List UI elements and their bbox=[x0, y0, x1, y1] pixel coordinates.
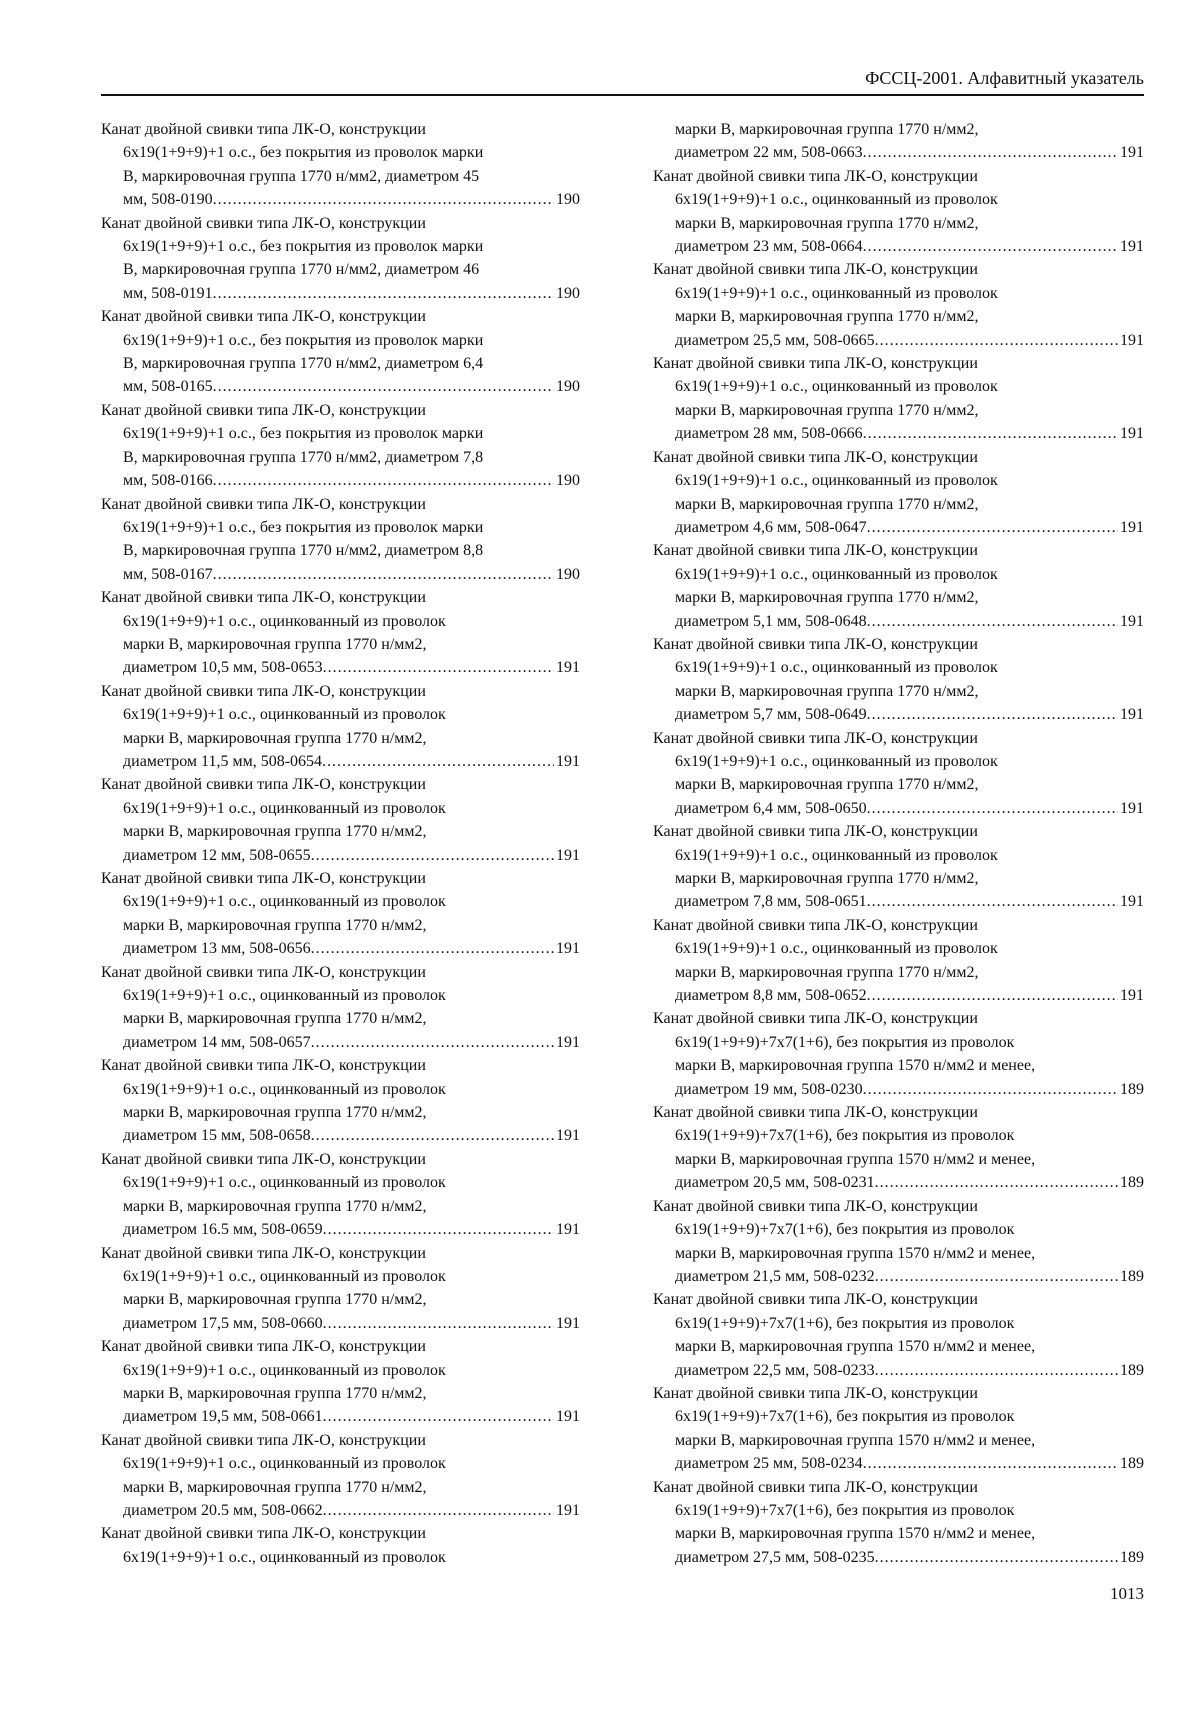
index-entry-last-line bbox=[653, 141, 1144, 164]
index-entry-page: 191 bbox=[1120, 238, 1144, 256]
index-entry bbox=[101, 1429, 580, 1523]
dot-leader bbox=[863, 1452, 1118, 1475]
index-entry-last-line bbox=[653, 1265, 1144, 1288]
index-entry-heading: Канат двойной свивки типа ЛК-О, конструкции bbox=[653, 542, 978, 560]
index-entry-page: 191 bbox=[1120, 987, 1144, 1005]
index-entry-heading: Канат двойной свивки типа ЛК-О, конструкции bbox=[653, 823, 978, 841]
index-entry-text: мм, 508-0190 bbox=[123, 191, 213, 209]
index-entry-last-line bbox=[101, 1031, 580, 1054]
index-entry-last-line bbox=[101, 188, 580, 211]
index-entry-page: 191 bbox=[556, 1501, 580, 1519]
index-entry-text: марки В, маркировочная группа 1770 н/мм2, bbox=[675, 121, 979, 138]
index-entry-text: 6х19(1+9+9)+1 о.с., оцинкованный из проволок bbox=[123, 799, 446, 817]
index-entry-text: диаметром 19 мм, 508-0230 bbox=[675, 1080, 863, 1098]
index-entry-text: диаметром 10,5 мм, 508-0653 bbox=[123, 659, 323, 677]
index-entry-page: 190 bbox=[556, 565, 580, 583]
index-entry-page: 191 bbox=[556, 1408, 580, 1426]
index-entry-text: 6х19(1+9+9)+1 о.с., оцинкованный из проволок bbox=[675, 940, 998, 958]
index-entry-last-line bbox=[653, 1078, 1144, 1101]
index-entry-text: 6х19(1+9+9)+1 о.с., оцинкованный из проволок bbox=[123, 1267, 446, 1285]
index-entry-heading: Канат двойной свивки типа ЛК-О, конструкции bbox=[653, 167, 978, 185]
index-entry-heading: Канат двойной свивки типа ЛК-О, конструкции bbox=[653, 355, 978, 373]
index-entry bbox=[653, 1476, 1144, 1570]
index-entry bbox=[101, 961, 580, 1055]
index-entry bbox=[653, 1007, 1144, 1101]
index-entry-heading: Канат двойной свивки типа ЛК-О, конструкции bbox=[653, 916, 978, 934]
index-entry-text: диаметром 21,5 мм, 508-0232 bbox=[675, 1267, 875, 1285]
index-entry-last-line bbox=[101, 1312, 580, 1335]
index-entry bbox=[101, 1054, 580, 1148]
dot-leader bbox=[311, 1031, 554, 1054]
page-header bbox=[101, 64, 1144, 96]
index-entry-text: марки В, маркировочная группа 1570 н/мм2 и менее, bbox=[675, 1338, 1036, 1356]
index-entry-text: марки В, маркировочная группа 1770 н/мм2, bbox=[123, 729, 427, 747]
index-entry-last-line bbox=[101, 1124, 580, 1147]
index-entry-heading: Канат двойной свивки типа ЛК-О, конструкции bbox=[101, 308, 426, 326]
index-entry-text: 6х19(1+9+9)+1 о.с., оцинкованный из проволок bbox=[675, 846, 998, 864]
index-entry-page: 189 bbox=[1120, 1548, 1144, 1566]
dot-leader bbox=[863, 1078, 1118, 1101]
index-entry-last-line bbox=[101, 1405, 580, 1428]
index-entry-text: марки В, маркировочная группа 1770 н/мм2, bbox=[675, 214, 979, 232]
index-entry-text: марки В, маркировочная группа 1770 н/мм2, bbox=[123, 823, 427, 841]
index-entry bbox=[653, 165, 1144, 259]
index-entry-text: 6х19(1+9+9)+1 о.с., оцинкованный из проволок bbox=[675, 659, 998, 677]
index-entry-heading: Канат двойной свивки типа ЛК-О, конструкции bbox=[653, 1478, 978, 1496]
dot-leader bbox=[311, 844, 554, 867]
index-entry-last-line bbox=[653, 1546, 1144, 1569]
index-entry-page: 191 bbox=[1120, 144, 1144, 162]
index-entry bbox=[653, 539, 1144, 633]
index-entry-text: марки В, маркировочная группа 1770 н/мм2, bbox=[675, 589, 979, 607]
index-entry-text: диаметром 5,1 мм, 508-0648 bbox=[675, 612, 867, 630]
dot-leader bbox=[875, 329, 1118, 352]
index-entry-heading: Канат двойной свивки типа ЛК-О, конструкции bbox=[101, 776, 426, 794]
dot-leader bbox=[863, 141, 1118, 164]
index-entry-text: диаметром 14 мм, 508-0657 bbox=[123, 1033, 311, 1051]
index-entry bbox=[653, 1101, 1144, 1195]
index-column-right bbox=[653, 118, 1144, 1569]
index-entry-text: диаметром 13 мм, 508-0656 bbox=[123, 940, 311, 958]
index-entry-page: 190 bbox=[556, 191, 580, 209]
index-entry-text: 6х19(1+9+9)+7х7(1+6), без покрытия из проволок bbox=[675, 1314, 1015, 1332]
index-entry-text: диаметром 5,7 мм, 508-0649 bbox=[675, 706, 867, 724]
index-entry-text: марки В, маркировочная группа 1770 н/мм2, bbox=[123, 635, 427, 653]
index-entry-text: марки В, маркировочная группа 1770 н/мм2, bbox=[123, 1478, 427, 1496]
index-entry-text: марки В, маркировочная группа 1570 н/мм2 и менее, bbox=[675, 1057, 1036, 1075]
index-entry-page: 191 bbox=[556, 1314, 580, 1332]
index-entry-heading: Канат двойной свивки типа ЛК-О, конструкции bbox=[101, 1525, 426, 1543]
index-entry-text: диаметром 22,5 мм, 508-0233 bbox=[675, 1361, 875, 1379]
index-entry-last-line bbox=[653, 703, 1144, 726]
dot-leader bbox=[875, 1359, 1118, 1382]
index-entry bbox=[653, 118, 1144, 165]
index-entry-text: 6х19(1+9+9)+1 о.с., оцинкованный из проволок bbox=[123, 987, 446, 1005]
index-entry-page: 191 bbox=[1120, 612, 1144, 630]
index-entry-page: 189 bbox=[1120, 1361, 1144, 1379]
index-entry-page: 189 bbox=[1120, 1174, 1144, 1192]
index-entry-text: диаметром 27,5 мм, 508-0235 bbox=[675, 1548, 875, 1566]
index-entry-heading: Канат двойной свивки типа ЛК-О, конструкции bbox=[653, 1104, 978, 1122]
index-entry bbox=[653, 446, 1144, 540]
index-entry-last-line bbox=[101, 1499, 580, 1522]
dot-leader bbox=[863, 235, 1118, 258]
index-entry-text: 6х19(1+9+9)+1 о.с., оцинкованный из проволок bbox=[675, 565, 998, 583]
index-entry-text: марки В, маркировочная группа 1770 н/мм2, bbox=[675, 870, 979, 887]
index-entry-heading: Канат двойной свивки типа ЛК-О, конструкции bbox=[653, 1010, 978, 1028]
index-entry-heading: Канат двойной свивки типа ЛК-О, конструкции bbox=[101, 589, 426, 607]
dot-leader bbox=[311, 937, 554, 960]
index-entry-text: 6х19(1+9+9)+7х7(1+6), без покрытия из проволок bbox=[675, 1408, 1015, 1426]
dot-leader bbox=[323, 1499, 554, 1522]
index-entry-text: диаметром 20,5 мм, 508-0231 bbox=[675, 1174, 875, 1192]
index-entry bbox=[653, 727, 1144, 821]
index-entry-text: диаметром 25 мм, 508-0234 bbox=[675, 1455, 863, 1473]
index-entry-heading: Канат двойной свивки типа ЛК-О, конструкции bbox=[101, 214, 426, 232]
index-entry-last-line bbox=[101, 937, 580, 960]
index-entry-page: 189 bbox=[1120, 1080, 1144, 1098]
index-entry bbox=[101, 773, 580, 867]
index-entry-text: 6х19(1+9+9)+1 о.с., без покрытия из проволок марки bbox=[123, 518, 484, 536]
index-entry-text: марки В, маркировочная группа 1770 н/мм2, bbox=[675, 401, 979, 419]
index-entry-text: диаметром 7,8 мм, 508-0651 bbox=[675, 893, 867, 911]
index-entry-last-line bbox=[653, 1359, 1144, 1382]
index-entry-page: 191 bbox=[556, 752, 580, 770]
index-entry-text: В, маркировочная группа 1770 н/мм2, диаметром 46 bbox=[123, 261, 480, 279]
index-entry-last-line bbox=[653, 516, 1144, 539]
dot-leader bbox=[323, 1312, 554, 1335]
index-entry-text: диаметром 16.5 мм, 508-0659 bbox=[123, 1221, 323, 1239]
index-entry-heading: Канат двойной свивки типа ЛК-О, конструкции bbox=[653, 1197, 978, 1215]
dot-leader bbox=[867, 797, 1118, 820]
index-entry bbox=[653, 258, 1144, 352]
dot-leader bbox=[875, 1171, 1118, 1194]
index-entry-last-line bbox=[653, 422, 1144, 445]
header-title: ФССЦ-2001. Алфавитный указатель bbox=[865, 68, 1144, 88]
index-entry-text: диаметром 20.5 мм, 508-0662 bbox=[123, 1501, 323, 1519]
index-entry-last-line bbox=[653, 329, 1144, 352]
index-entry bbox=[653, 1288, 1144, 1382]
index-entry-last-line bbox=[101, 375, 580, 398]
dot-leader bbox=[213, 375, 554, 398]
index-entry-text: 6х19(1+9+9)+1 о.с., оцинкованный из проволок bbox=[675, 378, 998, 396]
index-entry bbox=[653, 1195, 1144, 1289]
index-entry-text: диаметром 23 мм, 508-0664 bbox=[675, 238, 863, 256]
index-entry-text: марки В, маркировочная группа 1770 н/мм2, bbox=[123, 1291, 427, 1309]
index-entry-text: 6х19(1+9+9)+1 о.с., оцинкованный из проволок bbox=[123, 1174, 446, 1192]
index-entry-heading: Канат двойной свивки типа ЛК-О, конструкции bbox=[101, 401, 426, 419]
index-entry-text: марки В, маркировочная группа 1770 н/мм2, bbox=[675, 495, 979, 513]
dot-leader bbox=[311, 1124, 554, 1147]
index-entry-heading: Канат двойной свивки типа ЛК-О, конструкции bbox=[653, 448, 978, 466]
index-entry-text: 6х19(1+9+9)+1 о.с., без покрытия из проволок марки bbox=[123, 331, 484, 349]
index-entry-text: мм, 508-0191 bbox=[123, 284, 213, 302]
index-entry-heading: Канат двойной свивки типа ЛК-О, конструкции bbox=[101, 870, 426, 887]
index-entry-text: 6х19(1+9+9)+1 о.с., оцинкованный из проволок bbox=[123, 1455, 446, 1473]
index-entry-text: В, маркировочная группа 1770 н/мм2, диаметром 45 bbox=[123, 167, 480, 185]
index-entry-last-line bbox=[101, 656, 580, 679]
index-entry-text: 6х19(1+9+9)+7х7(1+6), без покрытия из проволок bbox=[675, 1221, 1015, 1239]
index-entry-text: 6х19(1+9+9)+1 о.с., оцинкованный из проволок bbox=[675, 284, 998, 302]
dot-leader bbox=[875, 1265, 1118, 1288]
index-entry-heading: Канат двойной свивки типа ЛК-О, конструкции bbox=[653, 1291, 978, 1309]
index-entry-text: 6х19(1+9+9)+1 о.с., оцинкованный из проволок bbox=[675, 472, 998, 490]
index-entry-page: 191 bbox=[1120, 799, 1144, 817]
index-entry-page: 190 bbox=[556, 378, 580, 396]
index-entry-page: 191 bbox=[556, 659, 580, 677]
index-entry-last-line bbox=[653, 1171, 1144, 1194]
index-entry-text: марки В, маркировочная группа 1770 н/мм2, bbox=[675, 963, 979, 981]
index-entry-text: марки В, маркировочная группа 1770 н/мм2, bbox=[123, 916, 427, 934]
index-entry-heading: Канат двойной свивки типа ЛК-О, конструкции bbox=[101, 1244, 426, 1262]
index-entry bbox=[101, 1522, 580, 1569]
index-entry bbox=[101, 1148, 580, 1242]
index-entry-text: 6х19(1+9+9)+1 о.с., оцинкованный из проволок bbox=[123, 1548, 446, 1566]
index-entry bbox=[653, 820, 1144, 914]
index-entry-heading: Канат двойной свивки типа ЛК-О, конструкции bbox=[101, 1150, 426, 1168]
index-entry bbox=[101, 680, 580, 774]
index-entry-text: диаметром 19,5 мм, 508-0661 bbox=[123, 1408, 323, 1426]
index-entry-heading: Канат двойной свивки типа ЛК-О, конструкции bbox=[101, 495, 426, 513]
index-entry-text: 6х19(1+9+9)+1 о.с., без покрытия из проволок марки bbox=[123, 238, 484, 256]
index-entry bbox=[653, 914, 1144, 1008]
index-entry-page: 191 bbox=[1120, 706, 1144, 724]
index-entry bbox=[101, 1242, 580, 1336]
index-entry-text: диаметром 12 мм, 508-0655 bbox=[123, 846, 311, 864]
index-entry-last-line bbox=[101, 282, 580, 305]
index-entry-page: 191 bbox=[1120, 893, 1144, 911]
index-entry-text: марки В, маркировочная группа 1770 н/мм2, bbox=[675, 308, 979, 326]
index-entry-heading: Канат двойной свивки типа ЛК-О, конструкции bbox=[653, 261, 978, 279]
index-entry-page: 191 bbox=[556, 940, 580, 958]
dot-leader bbox=[867, 890, 1118, 913]
index-entry-text: марки В, маркировочная группа 1770 н/мм2, bbox=[123, 1197, 427, 1215]
dot-leader bbox=[867, 984, 1118, 1007]
index-entry bbox=[101, 867, 580, 961]
index-entry-heading: Канат двойной свивки типа ЛК-О, конструкции bbox=[653, 729, 978, 747]
index-entry-text: мм, 508-0167 bbox=[123, 565, 213, 583]
index-entry-last-line bbox=[653, 984, 1144, 1007]
index-entry bbox=[101, 212, 580, 306]
dot-leader bbox=[322, 750, 554, 773]
index-entry-text: 6х19(1+9+9)+1 о.с., оцинкованный из проволок bbox=[123, 893, 446, 911]
page-number: 1013 bbox=[1110, 1584, 1144, 1603]
index-entry bbox=[101, 399, 580, 493]
dot-leader bbox=[867, 516, 1118, 539]
index-entry-last-line bbox=[101, 469, 580, 492]
index-entry-last-line bbox=[653, 610, 1144, 633]
index-entry-page: 190 bbox=[556, 284, 580, 302]
index-entry-text: диаметром 6,4 мм, 508-0650 bbox=[675, 799, 867, 817]
index-entry-page: 189 bbox=[1120, 1455, 1144, 1473]
index-entry bbox=[101, 586, 580, 680]
index-entry-text: В, маркировочная группа 1770 н/мм2, диаметром 7,8 bbox=[123, 448, 484, 466]
dot-leader bbox=[213, 563, 554, 586]
index-entry-page: 191 bbox=[1120, 518, 1144, 536]
index-entry-page: 191 bbox=[556, 846, 580, 864]
index-entry-text: марки В, маркировочная группа 1770 н/мм2, bbox=[123, 1384, 427, 1402]
index-entry-text: 6х19(1+9+9)+1 о.с., оцинкованный из проволок bbox=[675, 191, 998, 209]
index-entry-heading: Канат двойной свивки типа ЛК-О, конструкции bbox=[101, 1338, 426, 1356]
index-entry-last-line bbox=[101, 1218, 580, 1241]
index-entry bbox=[101, 493, 580, 587]
index-entry bbox=[101, 305, 580, 399]
index-entry bbox=[101, 118, 580, 212]
index-entry-page: 189 bbox=[1120, 1267, 1144, 1285]
dot-leader bbox=[213, 469, 554, 492]
index-entry-last-line bbox=[101, 844, 580, 867]
index-entry-text: марки В, маркировочная группа 1770 н/мм2, bbox=[123, 1104, 427, 1122]
index-entry-text: марки В, маркировочная группа 1570 н/мм2 и менее, bbox=[675, 1150, 1036, 1168]
index-entry-heading: Канат двойной свивки типа ЛК-О, конструкции bbox=[101, 1057, 426, 1075]
dot-leader bbox=[875, 1546, 1118, 1569]
index-entry-text: диаметром 11,5 мм, 508-0654 bbox=[123, 752, 323, 770]
index-entry-text: 6х19(1+9+9)+1 о.с., оцинкованный из проволок bbox=[123, 1361, 446, 1379]
index-entry-last-line bbox=[653, 235, 1144, 258]
index-entry-heading: Канат двойной свивки типа ЛК-О, конструкции bbox=[101, 682, 426, 700]
index-entry-text: диаметром 8,8 мм, 508-0652 bbox=[675, 987, 867, 1005]
index-entry-text: мм, 508-0165 bbox=[123, 378, 213, 396]
index-entry-page: 191 bbox=[556, 1221, 580, 1239]
index-entry-text: марки В, маркировочная группа 1770 н/мм2, bbox=[675, 776, 979, 794]
index-entry-text: марки В, маркировочная группа 1570 н/мм2 и менее, bbox=[675, 1431, 1036, 1449]
index-entry-last-line bbox=[653, 797, 1144, 820]
dot-leader bbox=[213, 282, 554, 305]
dot-leader bbox=[323, 1218, 554, 1241]
index-entry-text: 6х19(1+9+9)+1 о.с., оцинкованный из проволок bbox=[123, 612, 446, 630]
index-entry-text: 6х19(1+9+9)+1 о.с., оцинкованный из проволок bbox=[123, 706, 446, 724]
index-entry bbox=[653, 352, 1144, 446]
dot-leader bbox=[323, 656, 554, 679]
index-entry-text: В, маркировочная группа 1770 н/мм2, диаметром 6,4 bbox=[123, 355, 484, 373]
index-entry-last-line bbox=[101, 563, 580, 586]
index-entry-page: 191 bbox=[556, 1127, 580, 1145]
dot-leader bbox=[867, 703, 1118, 726]
index-entry-heading: Канат двойной свивки типа ЛК-О, конструкции bbox=[653, 635, 978, 653]
index-entry-page: 191 bbox=[556, 1033, 580, 1051]
index-entry bbox=[653, 633, 1144, 727]
index-entry-page: 190 bbox=[556, 472, 580, 490]
index-entry-text: диаметром 28 мм, 508-0666 bbox=[675, 425, 863, 443]
index-entry-text: марки В, маркировочная группа 1570 н/мм2 и менее, bbox=[675, 1244, 1036, 1262]
index-entry-text: диаметром 15 мм, 508-0658 bbox=[123, 1127, 311, 1145]
index-entry-text: 6х19(1+9+9)+1 о.с., без покрытия из проволок марки bbox=[123, 144, 484, 162]
dot-leader bbox=[867, 610, 1118, 633]
index-entry-text: 6х19(1+9+9)+1 о.с., оцинкованный из проволок bbox=[123, 1080, 446, 1098]
index-entry-text: 6х19(1+9+9)+1 о.с., оцинкованный из проволок bbox=[675, 752, 998, 770]
index-entry-page: 191 bbox=[1120, 425, 1144, 443]
index-entry-text: диаметром 4,6 мм, 508-0647 bbox=[675, 518, 867, 536]
index-entry-page: 191 bbox=[1120, 331, 1144, 349]
dot-leader bbox=[323, 1405, 554, 1428]
index-entry-text: диаметром 25,5 мм, 508-0665 bbox=[675, 331, 875, 349]
index-entry-heading: Канат двойной свивки типа ЛК-О, конструкции bbox=[101, 1431, 426, 1449]
dot-leader bbox=[213, 188, 554, 211]
index-entry-last-line bbox=[101, 750, 580, 773]
index-entry-text: диаметром 17,5 мм, 508-0660 bbox=[123, 1314, 323, 1332]
index-entry bbox=[101, 1335, 580, 1429]
index-entry-text: 6х19(1+9+9)+7х7(1+6), без покрытия из проволок bbox=[675, 1033, 1015, 1051]
index-entry-heading: Канат двойной свивки типа ЛК-О, конструкции bbox=[101, 963, 426, 981]
dot-leader bbox=[863, 422, 1118, 445]
index-entry-text: В, маркировочная группа 1770 н/мм2, диаметром 8,8 bbox=[123, 542, 484, 560]
index-entry-text: 6х19(1+9+9)+1 о.с., без покрытия из проволок марки bbox=[123, 425, 484, 443]
index-entry-text: мм, 508-0166 bbox=[123, 472, 213, 490]
index-entry-text: 6х19(1+9+9)+7х7(1+6), без покрытия из проволок bbox=[675, 1501, 1015, 1519]
index-entry-heading: Канат двойной свивки типа ЛК-О, конструкции bbox=[653, 1384, 978, 1402]
index-entry-last-line bbox=[653, 890, 1144, 913]
index-entry-heading: Канат двойной свивки типа ЛК-О, конструкции bbox=[101, 121, 426, 138]
index-entry-text: диаметром 22 мм, 508-0663 bbox=[675, 144, 863, 162]
index-entry bbox=[653, 1382, 1144, 1476]
index-entry-text: марки В, маркировочная группа 1770 н/мм2, bbox=[675, 682, 979, 700]
index-column-left bbox=[101, 118, 580, 1569]
index-entry-text: 6х19(1+9+9)+7х7(1+6), без покрытия из проволок bbox=[675, 1127, 1015, 1145]
index-entry-text: марки В, маркировочная группа 1570 н/мм2 и менее, bbox=[675, 1525, 1036, 1543]
index-entry-text: марки В, маркировочная группа 1770 н/мм2, bbox=[123, 1010, 427, 1028]
index-entry-last-line bbox=[653, 1452, 1144, 1475]
